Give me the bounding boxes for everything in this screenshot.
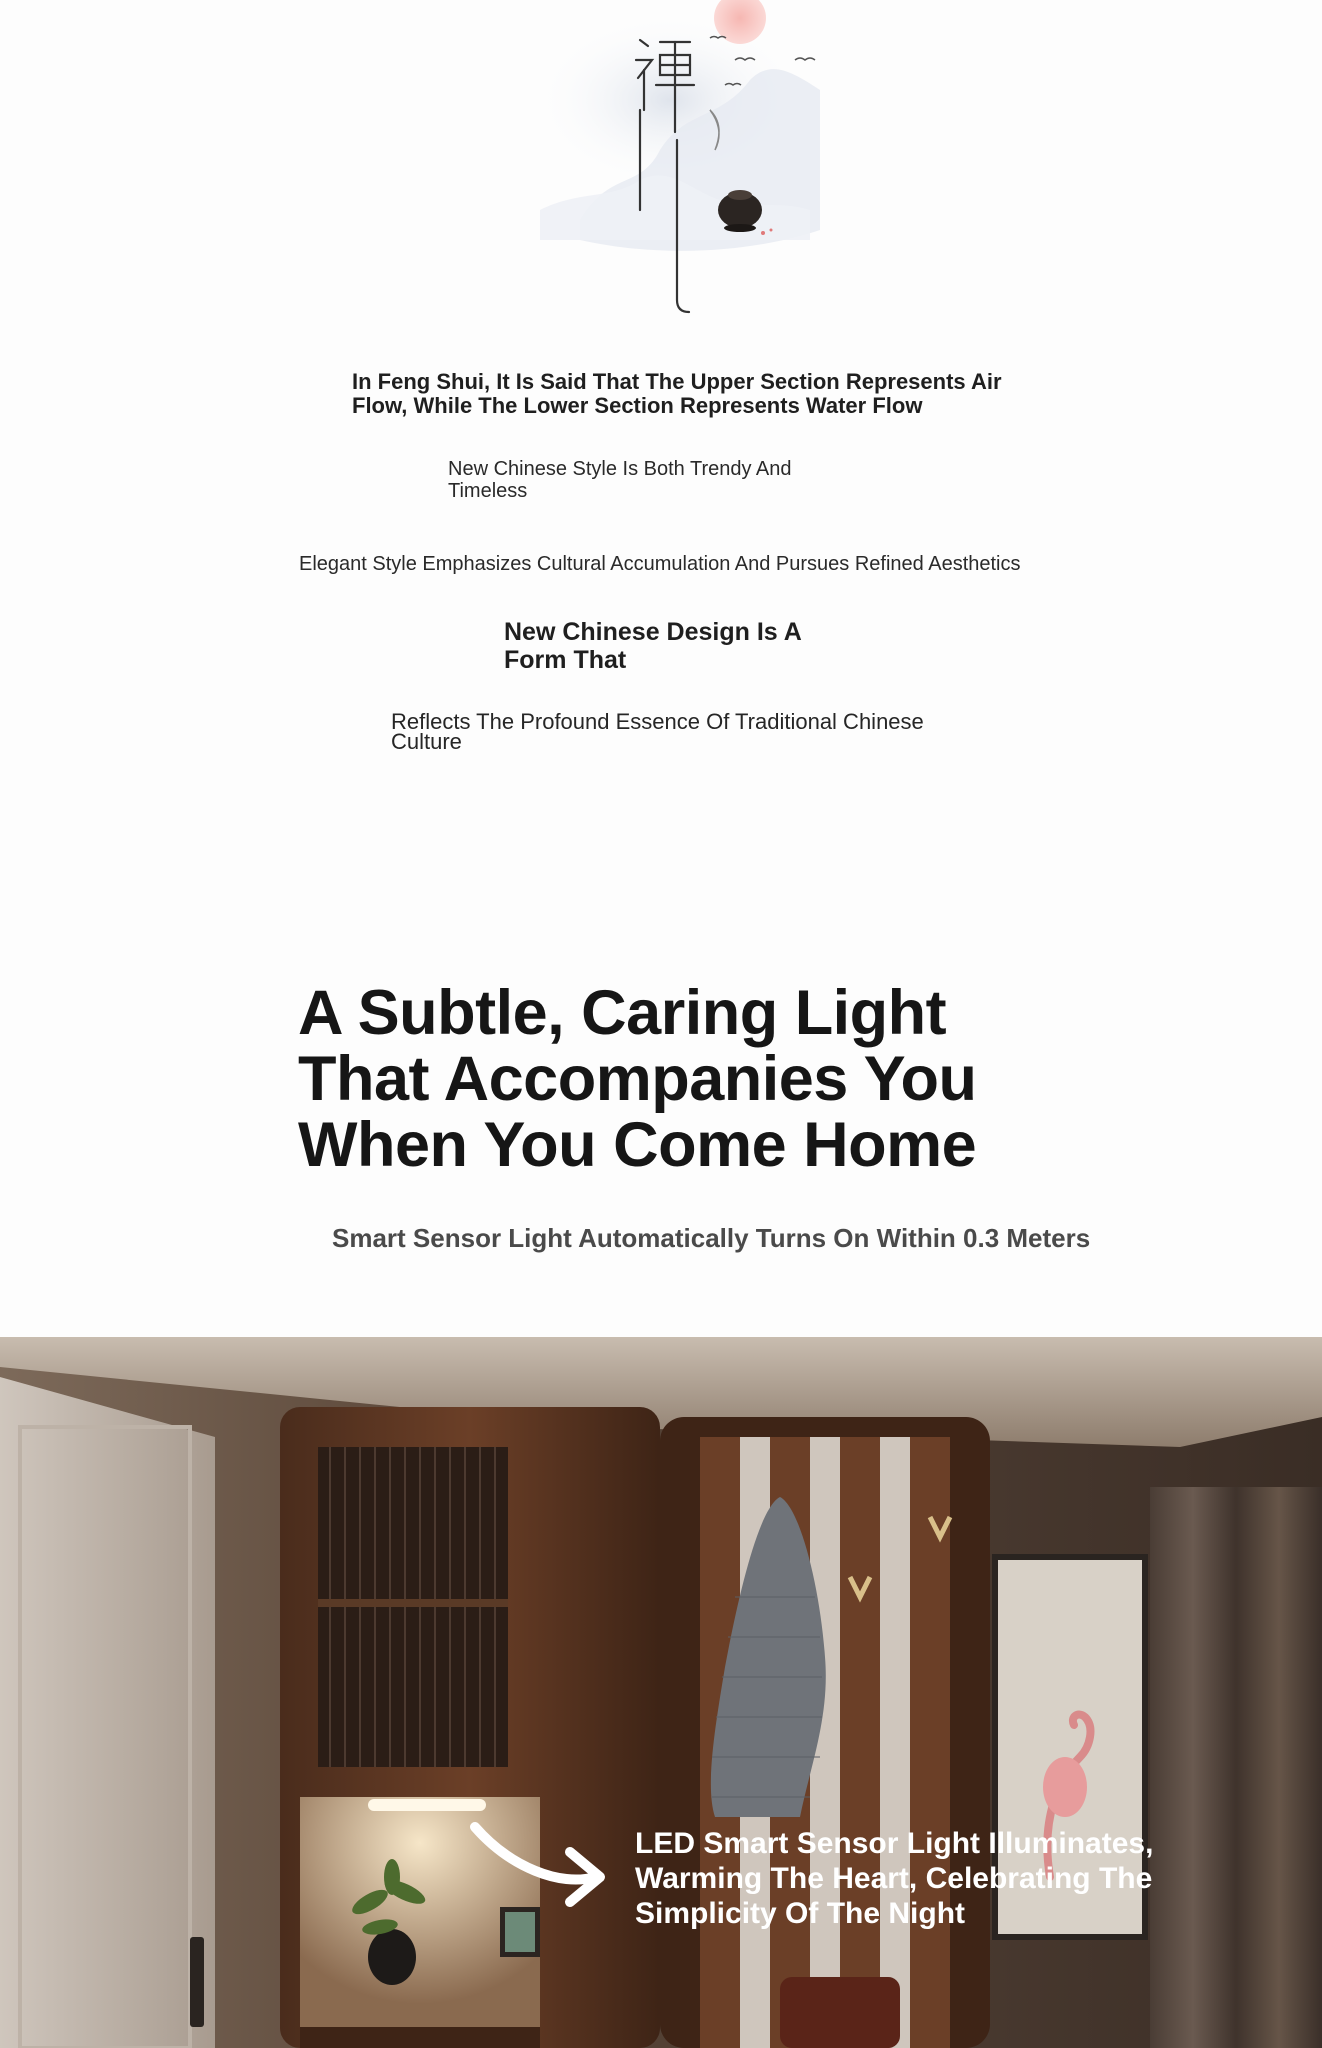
design-form-heading: New Chinese Design Is A Form That <box>504 618 801 674</box>
culture-essence-statement: Reflects The Profound Essence Of Traditional Chinese Culture <box>391 709 924 754</box>
feng-shui-statement: In Feng Shui, It Is Said That The Upper Section Represents Air Flow, While The Lower Section Represents Water Flow <box>352 369 1002 418</box>
elegant-style-statement: Elegant Style Emphasizes Cultural Accumulation And Pursues Refined Aesthetics <box>299 553 1021 575</box>
trendy-timeless-statement: New Chinese Style Is Both Trendy And Timeless <box>448 458 792 502</box>
zen-ink-illustration-icon <box>520 0 840 320</box>
interior-photo <box>0 1337 1322 2048</box>
curved-arrow-icon <box>470 1825 605 1905</box>
feature-subline: Smart Sensor Light Automatically Turns On Within 0.3 Meters <box>332 1223 1091 1253</box>
photo-caption: LED Smart Sensor Light Illuminates, Warming The Heart, Celebrating The Simplicity Of The Night <box>635 1827 1154 1930</box>
feature-headline: A Subtle, Caring Light That Accompanies You When You Come Home <box>298 978 977 1180</box>
